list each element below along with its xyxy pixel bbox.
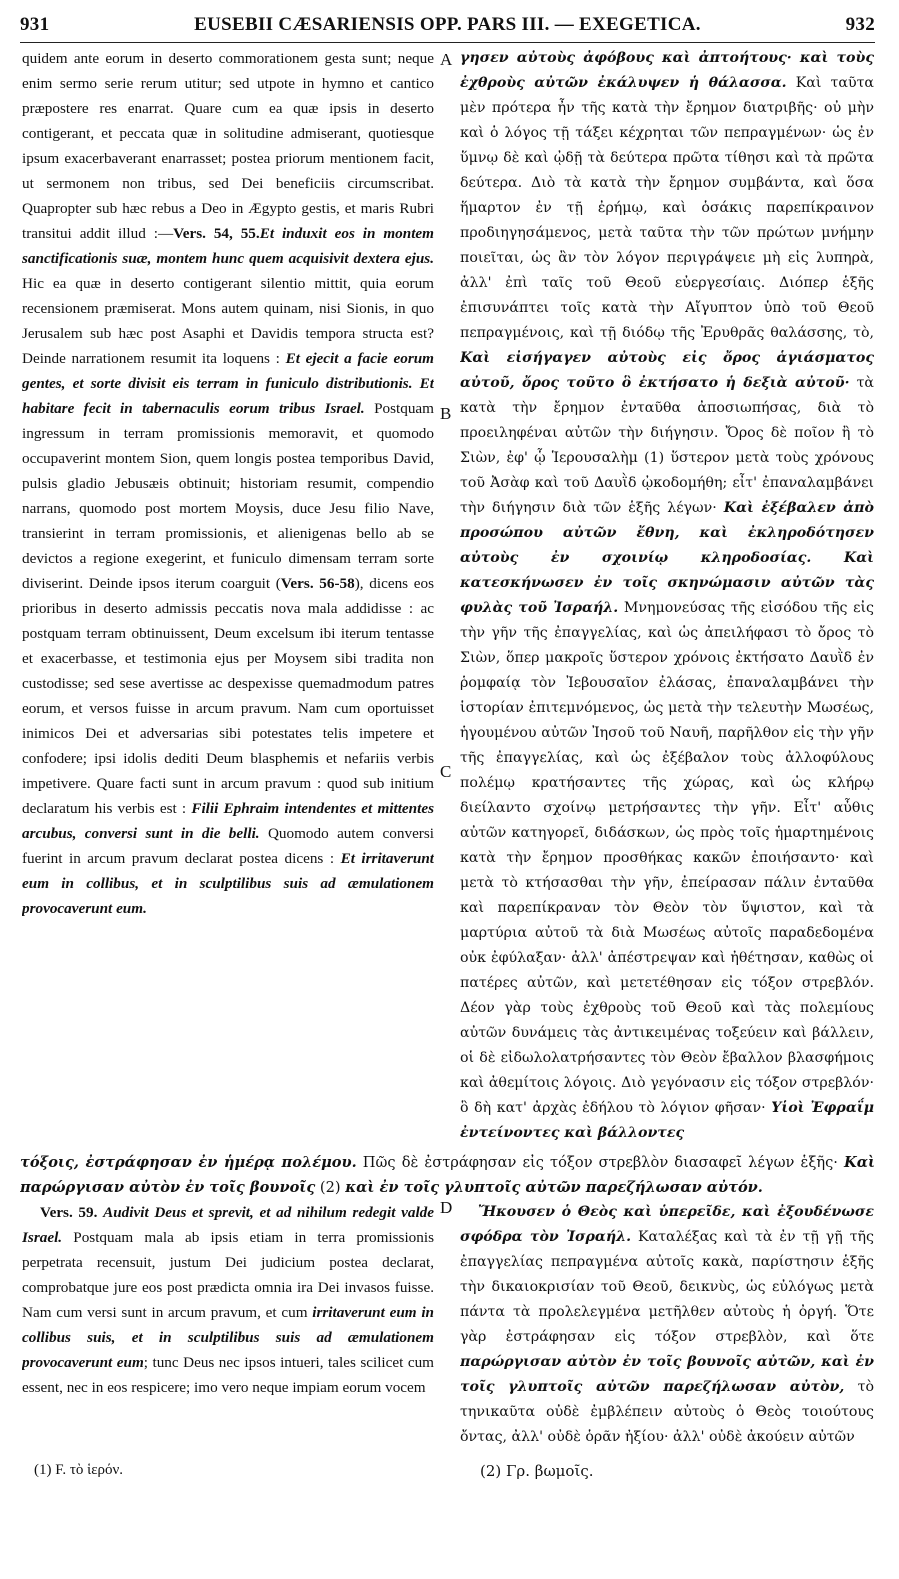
- fullwidth-quote-0: τόξοις, ἐστράφησαν ἐν ἡμέρᾳ πολέμου.: [20, 1154, 357, 1171]
- latin-quote-2: Et ejecit a facie eorum gentes, et sorte divisit eis terram in funiculo distributionis. Et habitare fecit in tabernaculis eorum tribus Israel.: [22, 350, 434, 417]
- greek-quote-3: Υἱοὶ Ἐφραΐμ ἐντείνοντες καὶ βάλλοντες: [460, 1100, 874, 1141]
- latin-quote-4: Et irritaverunt eum in collibus, et in sculptilibus suis ad æmulationem provocaverunt eum.: [22, 850, 434, 917]
- latin-para-3: Postquam ingressum in terram promissionis memoravit, et quomodo occupaverint montem Sion, quem longis postea temporibus David, pulsis gladio Jebusæis obtinuit; historiam resumit, compendio narrans, quomodo post mortem Moysis, duce Jesu filio Nave, transierint in terram promissionis, et alienigenas bello ab se devictos a regione exegerint, et funiculo dimensam terram sorte diviserint. Deinde ipsos iterum coarguit (: [22, 400, 434, 592]
- latin-para-2: Hic ea quæ in deserto contigerant silentio mittit, quia eorum recensionem præmiserat. Mons autem quinam, nisi Sionis, in quo Jerusalem sub hæc post Asaphi et Davidis tempora structa est? Deinde narrationem resumit ita loquens :: [22, 275, 434, 367]
- footnote-1: (1) F. τὸ ἱερόν.: [34, 1462, 124, 1478]
- latin-text: [22, 46, 434, 921]
- latin-quote-3: Filii Ephraim intendentes et mittentes arcubus, conversi sunt in die belli.: [22, 800, 434, 842]
- running-header: [20, 14, 875, 40]
- fullwidth-quote-2: καὶ ἐν τοῖς γλυπτοῖς αὐτῶν παρεζήλωσαν αὐτόν.: [345, 1179, 763, 1196]
- greek-bottom-quote-1: Ἤκουσεν ὁ Θεὸς καὶ ὑπερεῖδε, καὶ ἐξουδένωσε σφόδρα τὸν Ἰσραήλ.: [460, 1204, 874, 1245]
- section-marker-d: D: [440, 1198, 453, 1217]
- latin-bottom-text: [22, 1200, 434, 1400]
- greek-para-1: Καὶ ταῦτα μὲν πρότερα ἦν τῆς κατὰ τὴν ἔρημον διατριβῆς· οὐ μὴν καὶ ὁ λόγος τῇ τάξει κέχρηται τῶν πεπραγμένων· ὡς ἐν ὕμνῳ δὲ καὶ ᾠδῇ τὰ δεύτερα πρῶτα τίθησι καὶ τὰ πρῶτα δεύτερα. Διὸ τὰ κατὰ τὴν ἔρημον συμβάντα, καὶ ὅσα ἥμαρτον ἐν τῇ ἐρήμῳ, καὶ ὁσάκις παρεπίκραινον προδιηγησάμενος, μετὰ ταῦτα τὴν τῶν πρώτων μνήμην ποιεῖται, ὡς ἂν τὸν λόγον περιγράψειε μὴ εἰς λυπηρὰ, ἀλλ' ἐπὶ ταῖς τοῦ Θεοῦ εὐεργεσίαις. Διόπερ ἑξῆς ἐπισυνάπτει τοῖς κατὰ τὴν Αἴγυπτον ὑπὸ τοῦ Θεοῦ πεπραγμένοις, καὶ τῇ διόδῳ τῆς Ἐρυθρᾶς θαλάσσης, τὸ,: [460, 75, 874, 341]
- running-title: EUSEBII CÆSARIENSIS OPP. PARS III. — EXEGETICA.: [194, 14, 701, 35]
- page-number-left: 931: [20, 14, 50, 35]
- latin-column-top: [22, 46, 434, 1150]
- latin-para-1: quidem ante eorum in deserto commorationem gesta sunt; neque enim sermo serie rerum utitur; sed utpote in hymno et cantico præpostere res enarrat. Quare cum ea quæ ipsis in deserto contigerant, et peccata quæ in solitudine admiserant, quotiesque ipsum exacerbaverant enarrasset; postea priorum mentionem facit, ut sermonem non tribus, sed Dei beneficiis circumscribat. Quapropter sub hæc rebus a Deo in Ægypto gestis, et maris Rubri transitui addit illud :—: [22, 50, 434, 242]
- greek-bottom-quote-2: παρώργισαν αὐτὸν ἐν τοῖς βουνοῖς αὐτῶν, καὶ ἐν τοῖς γλυπτοῖς αὐτῶν παρεζήλωσαν αὐτὸν,: [460, 1354, 874, 1395]
- greek-text: [460, 46, 874, 1146]
- latin-para-5: Quomodo autem conversi fuerint in arcum pravum declarat postea dicens :: [22, 825, 434, 867]
- fullwidth-para-1: Πῶς δὲ ἐστράφησαν εἰς τόξον στρεβλὸν διασαφεῖ λέγων ἑξῆς·: [356, 1154, 838, 1171]
- footnote-ref-2: (2): [315, 1179, 346, 1196]
- greek-para-3: Μνημονεύσας τῆς εἰσόδου τῆς εἰς τὴν γῆν τῆς ἐπαγγελίας, καὶ ὡς ἀπειλήφασι τὸ ὄρος τὸ Σιὼν, ὅπερ μακροῖς ὕστερον χρόνοις ἐκτήσατο Δαυῒδ ἐν ῥομφαίᾳ τὸν Ἰεβουσαῖον ἐλάσας, ἐπαναλαμβάνει τὴν ἱστορίαν ἐπιτεμνόμενος, ὡς μετὰ τὴν τελευτὴν Μωσέως, ἡγουμένου αὐτῶν Ἰησοῦ τοῦ Ναυῆ, παρῆλθον εἰς τὴν γῆν τῆς ἐπαγγελίας, καὶ ὡς ἐξέβαλον τοὺς ἀλλοφύλους πολέμῳ κρατήσαντες τῆς χώρας, καὶ ὡς κλήρῳ διείλαντο σχοίνῳ μετρήσαντες τὴν γῆν. Εἶτ' αὖθις αὐτῶν κατηγορεῖ, διδάσκων, ὡς πρὸς τοῖς ἡμαρτημένοις κατὰ τὴν ἔρημον προσθήκας κακῶν ἐποιήσαντο· καὶ μετὰ τὸ κτήσασθαι τὴν γῆν, ἐπείρασαν πάλιν ἐνταῦθα καὶ παρεπίκραναν τὸν Θεὸν τὸν ὕψιστον, καὶ τὰ μαρτύρια αὐτοῦ τὰ διὰ Μωσέως αὐτοῖς παραδεδομένα οὐκ ἐφύλαξαν· ἀλλ' ἀπέστρεψαν καὶ ἠθέτησαν, καθὼς οἱ πατέρες αὐτῶν, καὶ μετετέθησαν εἰς τόξον στρεβλόν. Δέον γὰρ τοὺς ἐχθροὺς τοῦ Θεοῦ καὶ τὰς πολεμίους αὐτῶν δυνάμεις τὰς ἀντικειμένας τοξεύειν καὶ βάλλειν, οἱ δὲ εἰδωλολατρήσαντες τὸν Θεὸν ἔβαλλον βλασφήμοις καὶ ἀθεμίτοις λόγοις. Διὸ γεγόνασιν εἰς τόξον στρεβλόν· ὃ δὴ κατ' ἀρχὰς ἐδήλου τὸ λόγιον φῆσαν·: [460, 600, 874, 1116]
- header-rule: [20, 42, 875, 43]
- fullwidth-quote-1: Καὶ παρώργισαν αὐτὸν ἐν τοῖς βουνοῖς: [20, 1154, 875, 1196]
- verse-quote-54-55: Et induxit eos in montem sanctificationis suæ, montem hunc quem acquisivit dextera ejus.: [22, 225, 434, 267]
- verse-ref-56-58: Vers. 56-58: [280, 575, 355, 592]
- greek-bottom-para-2: τὸ τηνικαῦτα οὐδὲ ἐμβλέπειν αὐτοὺς ὁ Θεὸς τοιούτους ὄντας, ἀλλ' οὐδὲ ὁρᾶν ἠξίου· ἀλλ' οὐδὲ ἀκούειν αὐτῶν: [460, 1379, 874, 1445]
- greek-bottom-para-1: Καταλέξας καὶ τὰ ἐν τῇ γῇ τῆς ἐπαγγελίας πεπραγμένα αὐτοῖς κακὰ, παρίστησιν ἑξῆς τὴν δικαιοκρισίαν τοῦ Θεοῦ, δεικνὺς, ὡς εὐλόγως μετὰ πάντα τὰ προλελεγμένα μετῆλθεν αὐτοὺς ἡ ὀργή. Ὅτε γὰρ ἐστράφησαν εἰς τόξον στρεβλὸν, καὶ ὅτε: [460, 1229, 874, 1345]
- latin-bottom-quote-1: Audivit Deus et sprevit, et ad nihilum redegit valde Israel.: [22, 1204, 434, 1246]
- greek-quote-0: γησεν αὐτοὺς ἀφόβους καὶ ἀπτοήτους· καὶ τοὺς ἐχθροὺς αὐτῶν ἐκάλυψεν ἡ θάλασσα.: [460, 50, 874, 91]
- latin-para-4: ), dicens eos prioribus in deserto admissis peccatis nova mala addidisse : ac postquam terram obtinuissent, Deum excelsum ibi iterum tentasse et exacerbasse, et testimonia ejus per Moysem sibi tradita non custodisse; sed sese avertisse ac despexisse quemadmodum patres eorum, et versos fuisse in arcum pravum. Nam cum oportuisset inimicos Dei et adversarias sibi potestates telis impetere et confodere; ipsi idolis dediti Deum blasphemis et nefariis verbis impetivere. Quare facti sunt in arcum pravum : quod sub initium declaratum his verbis est :: [22, 575, 434, 817]
- fullwidth-greek: [20, 1150, 875, 1200]
- latin-bottom-para-1: Postquam mala ab ipsis etiam in terra promissionis perpetrata recensuit, justum Dei judicium postea declarat, comprobatque jure eos post prædicta omnia ira Dei invasos fuisse. Nam cum versi sunt in arcum pravum, et cum: [22, 1229, 434, 1321]
- section-marker-c: C: [440, 762, 452, 781]
- greek-para-2: τὰ κατὰ τὴν ἔρημον ἐνταῦθα ἀποσιωπήσας, διὰ τὸ προειληφέναι αὐτῶν τὴν διήγησιν. Ὄρος δὲ ποῖον ἢ τὸ Σιὼν, ἐφ' ᾧ Ἱερουσαλὴμ (1) ὕστερον μετὰ τοὺς χρόνους τοῦ Ἀσὰφ καὶ τοῦ Δαυῒδ ᾠκοδομήθη; εἶτ' ἐπαναλαμβάνει τὴν διήγησιν διὰ τῶν ἑξῆς λέγων·: [460, 375, 874, 516]
- latin-bottom-quote-2: irritaverunt eum in collibus suis, et in sculptilibus suis ad æmulationem provocaverunt eum: [22, 1304, 434, 1371]
- footnote-2: (2) Γρ. βωμοῖς.: [480, 1462, 594, 1480]
- latin-bottom-para-2: ; tunc Deus nec ipsos intueri, tales scilicet cum essent, nec in eos respicere; imo vero neque impiam eorum vocem: [22, 1354, 434, 1396]
- page-number-right: 932: [845, 14, 875, 35]
- greek-column-top: [460, 46, 874, 1150]
- section-marker-b: B: [440, 404, 452, 423]
- verse-ref-59: Vers. 59.: [40, 1204, 98, 1221]
- latin-column-bottom: [22, 1200, 434, 1450]
- greek-column-bottom: [460, 1200, 874, 1450]
- greek-quote-1: Καὶ εἰσήγαγεν αὐτοὺς εἰς ὄρος ἁγιάσματος αὐτοῦ, ὄρος τοῦτο ὃ ἐκτήσατο ἡ δεξιὰ αὐτοῦ·: [460, 350, 874, 391]
- verse-ref-54-55: Vers. 54, 55.: [173, 225, 260, 242]
- section-marker-a: A: [440, 50, 453, 69]
- greek-bottom-text: [460, 1200, 874, 1450]
- greek-quote-2: Καὶ ἐξέβαλεν ἀπὸ προσώπου αὐτῶν ἔθνη, καὶ ἐκληροδότησεν αὐτοὺς ἐν σχοινίῳ κληροδοσίας. Καὶ κατεσκήνωσεν ἐν τοῖς σκηνώμασιν αὐτῶν τὰς φυλὰς τοῦ Ἰσραήλ.: [460, 500, 874, 616]
